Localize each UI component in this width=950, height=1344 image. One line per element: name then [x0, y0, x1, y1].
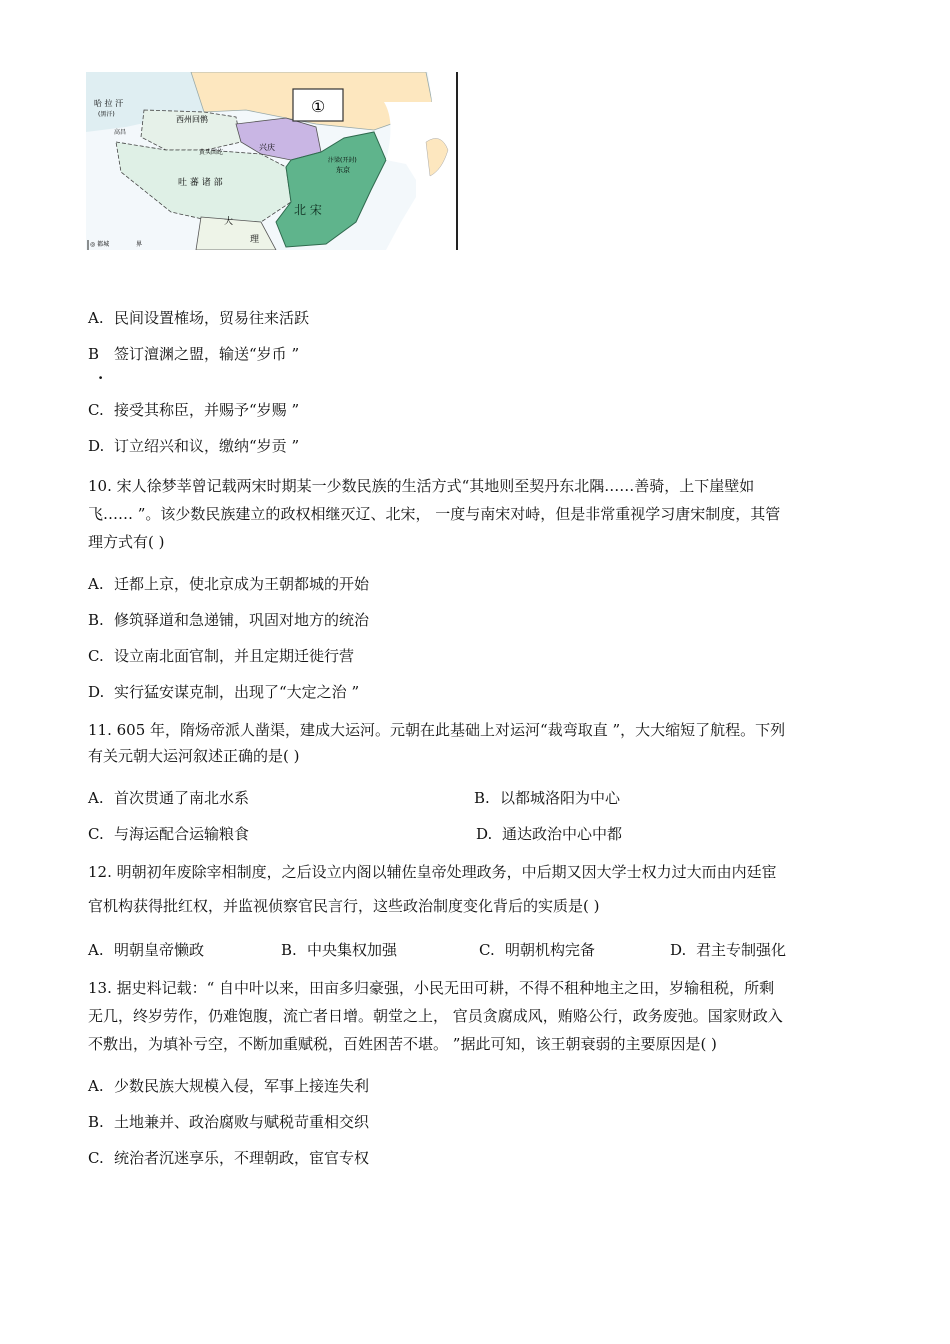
option-label: B.	[474, 789, 490, 807]
option-text: 少数民族大规模入侵，军事上接连失利	[114, 1077, 370, 1095]
q9-option-a	[88, 308, 309, 328]
map-label-beisong: 北 宋	[294, 203, 322, 217]
q10-stem-line-1: 10. 宋人徐梦莘曾记载两宋时期某一少数民族的生活方式“其地则至契丹东北隅……善骑，上下崖壁如	[88, 477, 755, 495]
q10-stem-line-2: 飞…… ”。该少数民族建立的政权相继灭辽、北宋， 一度与南宋对峙，但是非常重视学习唐宋制度，其管	[88, 505, 781, 523]
option-label: D.	[476, 825, 493, 843]
option-text: 与海运配合运输粮食	[114, 825, 250, 843]
q9-option-d	[88, 436, 299, 456]
q9-option-b-dot: .	[98, 365, 104, 383]
option-label: A.	[88, 789, 104, 807]
q12-option-a	[88, 940, 204, 960]
q10-option-d	[88, 682, 359, 702]
option-text: 设立南北面官制，并且定期迁徙行营	[114, 647, 355, 665]
map-label-dali-1: 大	[224, 217, 234, 227]
option-text: 签订澶渊之盟，输送“岁币 ”	[114, 345, 300, 363]
option-label: B.	[88, 611, 104, 629]
q11-option-a	[88, 788, 249, 808]
option-label: C.	[88, 401, 104, 419]
q11-stem-line-2: 有关元朝大运河叙述正确的是( )	[88, 747, 300, 765]
map-legend-1: ◎ 都城	[90, 241, 110, 248]
q12-stem-line-2: 官机构获得批红权，并监视侦察官民言行，这些政治制度变化背后的实质是( )	[88, 897, 600, 915]
option-label: C.	[88, 647, 104, 665]
map-label-bianliang: 汴梁(开封)	[328, 157, 357, 164]
option-text: 君主专制强化	[696, 941, 787, 959]
q12-stem-line-1: 12. 明朝初年废除宰相制度，之后设立内阁以辅佐皇帝处理政务，中后期又因大学士权力过大而由内廷宦	[88, 863, 777, 881]
option-label: D.	[670, 941, 687, 959]
q13-option-c	[88, 1148, 369, 1168]
q12-option-d	[670, 940, 786, 960]
q11-stem-line-1: 11. 605 年，隋炀帝派人凿渠，建成大运河。元朝在此基础上对运河“裁弯取直 ”，大大缩短了航程。下列	[88, 721, 786, 739]
q13-option-b	[88, 1112, 369, 1132]
option-text: 实行猛安谋克制，出现了“大定之治 ”	[114, 683, 360, 701]
option-label: B.	[88, 1113, 104, 1131]
option-text: 明朝皇帝懒政	[114, 941, 205, 959]
map-label-halahan: 哈 拉 汗	[94, 99, 124, 108]
map-label-heihan: (黑汗)	[98, 111, 115, 118]
map-label-xizhou: 西州回鹘	[176, 115, 208, 124]
option-text: 首次贯通了南北水系	[114, 789, 250, 807]
option-text: 通达政治中心中都	[502, 825, 623, 843]
option-label: A.	[88, 575, 104, 593]
song-period-map	[86, 72, 459, 250]
option-text: 修筑驿道和急递铺，巩固对地方的统治	[114, 611, 370, 629]
q13-stem-line-2: 无几，终岁劳作，仍难饱腹，流亡者日增。朝堂之上， 官员贪腐成风，贿赂公行，政务废弛。国家财政入	[88, 1007, 783, 1025]
q12-option-b	[281, 940, 397, 960]
option-text: 土地兼并、政治腐败与赋税苛重相交织	[114, 1113, 370, 1131]
q10-option-a	[88, 574, 369, 594]
option-label: C.	[88, 825, 104, 843]
option-label: A.	[88, 309, 104, 327]
option-label: D.	[88, 437, 105, 455]
q11-option-b	[474, 788, 620, 808]
q9-option-b	[88, 344, 299, 364]
option-text: 订立绍兴和议，缴纳“岁贡 ”	[114, 437, 300, 455]
option-text: 统治者沉迷享乐，不理朝政，宦官专权	[114, 1149, 370, 1167]
option-text: 民间设置榷场，贸易往来活跃	[114, 309, 310, 327]
map-label-xingqing: 兴庆	[259, 143, 275, 152]
q12-option-c	[479, 940, 595, 960]
option-label: C.	[88, 1149, 104, 1167]
option-text: 中央集权加强	[307, 941, 398, 959]
option-label: A.	[88, 941, 104, 959]
map-label-dongjing: 东京	[336, 166, 350, 174]
q13-stem-line-1: 13. 据史料记载：“ 自中叶以来，田亩多归豪强，小民无田可耕，不得不租种地主之田，岁输租税，所剩	[88, 979, 775, 997]
map-legend-2: 界	[136, 241, 143, 248]
option-text: 迁都上京，使北京成为王朝都城的开始	[114, 575, 370, 593]
q10-stem-line-3: 理方式有( )	[88, 533, 165, 551]
q13-option-a	[88, 1076, 369, 1096]
option-label: A.	[88, 1077, 104, 1095]
option-text: 以都城洛阳为中心	[500, 789, 621, 807]
map-label-huangtou: 黄头回纥	[199, 149, 224, 156]
option-label: B	[88, 345, 100, 363]
q13-stem-line-3: 不敷出，为填补亏空，不断加重赋税，百姓困苦不堪。 ”据此可知，该王朝衰弱的主要原因是( )	[88, 1035, 717, 1053]
map-label-gaochang: 高昌	[114, 129, 127, 136]
option-label: C.	[479, 941, 495, 959]
option-label: B.	[281, 941, 297, 959]
map-label-tubo: 吐 蕃 诸 部	[178, 178, 223, 188]
box-label: ①	[310, 97, 326, 116]
q10-option-b	[88, 610, 369, 630]
q9-option-c	[88, 400, 299, 420]
option-text: 明朝机构完备	[505, 941, 596, 959]
option-text: 接受其称臣，并赐予“岁赐 ”	[114, 401, 300, 419]
q11-option-c	[88, 824, 249, 844]
q10-option-c	[88, 646, 354, 666]
q11-option-d	[476, 824, 622, 844]
map-label-dali-2: 理	[250, 235, 260, 245]
option-label: D.	[88, 683, 105, 701]
